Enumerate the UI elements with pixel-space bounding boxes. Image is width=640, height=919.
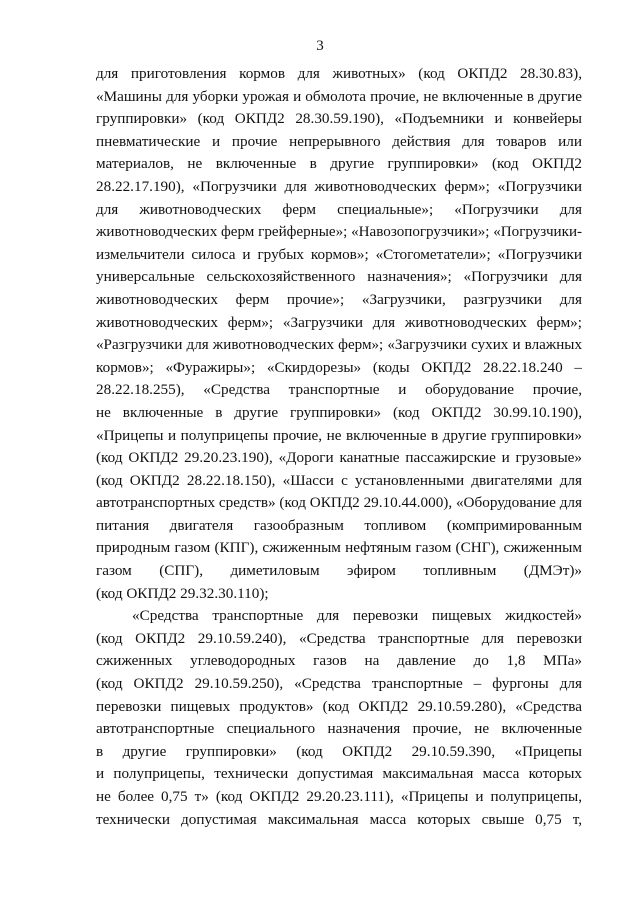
paragraph-1 [96, 63, 582, 605]
text-line: не включенные в другие группировки» (код ОКПД2 30.99.10.190), [96, 403, 582, 421]
text-line: «Разгрузчики для животноводческих ферм»; «Загрузчики сухих и влажных [96, 337, 582, 354]
text-line: (код ОКПД2 29.20.23.190), «Дороги канатные пассажирские и грузовые» [96, 449, 582, 467]
text-line: «Средства транспортные для перевозки пищевых жидкостей» [132, 607, 582, 625]
text-line: «Машины для уборки урожая и обмолота прочие, не включенные в другие [96, 87, 582, 105]
text-line: для приготовления кормов для животных» (код ОКПД2 28.30.83), [96, 65, 582, 82]
body-text [96, 63, 582, 831]
text-line: для животноводческих ферм специальные»; «Погрузчики для [96, 200, 582, 218]
text-line: кормов»; «Фуражиры»; «Скирдорезы» (коды ОКПД2 28.22.18.240 – [96, 358, 582, 376]
text-line: (код ОКПД2 29.10.59.250), «Средства транспортные – фургоны для [96, 675, 582, 693]
text-line: животноводческих ферм»; «Загрузчики для животноводческих ферм»; [96, 313, 582, 331]
text-line: природным газом (КПГ), сжиженным нефтяным газом (СНГ), сжиженным [96, 539, 582, 557]
paragraph-2 [96, 605, 582, 831]
text-line: и полуприцепы, технически допустимая максимальная масса которых [96, 765, 582, 783]
page-number: 3 [316, 38, 324, 54]
text-line: автотранспортных средств» (код ОКПД2 29.10.44.000), «Оборудование для [96, 494, 582, 512]
text-line: перевозки пищевых продуктов» (код ОКПД2 29.10.59.280), «Средства [96, 697, 582, 715]
text-line: 28.22.18.255), «Средства транспортные и оборудование прочие, [96, 381, 582, 399]
text-line: животноводческих ферм грейферные»; «Навозопогрузчики»; «Погрузчики- [96, 224, 582, 241]
text-line: в другие группировки» (код ОКПД2 29.10.59.390, «Прицепы [96, 742, 582, 760]
text-line: (код ОКПД2 29.32.30.110); [96, 584, 269, 602]
text-line: автотранспортные специального назначения прочие, не включенные [96, 720, 582, 738]
text-line: 28.22.17.190), «Погрузчики для животноводческих ферм»; «Погрузчики [96, 177, 582, 195]
text-line: измельчители силоса и грубых кормов»; «Стогометатели»; «Погрузчики [96, 245, 582, 263]
text-line: «Прицепы и полуприцепы прочие, не включенные в другие группировки» [96, 426, 582, 444]
text-line: не более 0,75 т» (код ОКПД2 29.20.23.111), «Прицепы и полуприцепы, [96, 788, 582, 805]
text-line: питания двигателя газообразным топливом (компримированным [96, 516, 582, 534]
text-line: пневматические и прочие непрерывного действия для товаров или [96, 132, 582, 150]
text-line: материалов, не включенные в другие группировки» (код ОКПД2 [96, 155, 582, 173]
text-line: животноводческих ферм прочие»; «Загрузчики, разгрузчики для [96, 290, 582, 308]
text-line: универсальные сельскохозяйственного назначения»; «Погрузчики для [96, 268, 582, 286]
text-line: газом (СПГ), диметиловым эфиром топливным (ДМЭт)» [96, 562, 582, 580]
text-line: группировки» (код ОКПД2 28.30.59.190), «Подъемники и конвейеры [96, 110, 582, 128]
text-line: технически допустимая максимальная масса которых свыше 0,75 т, [96, 810, 582, 828]
text-line: сжиженных углеводородных газов на давление до 1,8 МПа» [96, 652, 582, 670]
text-line: (код ОКПД2 28.22.18.150), «Шасси с установленными двигателями для [96, 471, 582, 489]
text-line: (код ОКПД2 29.10.59.240), «Средства транспортные для перевозки [96, 629, 582, 647]
